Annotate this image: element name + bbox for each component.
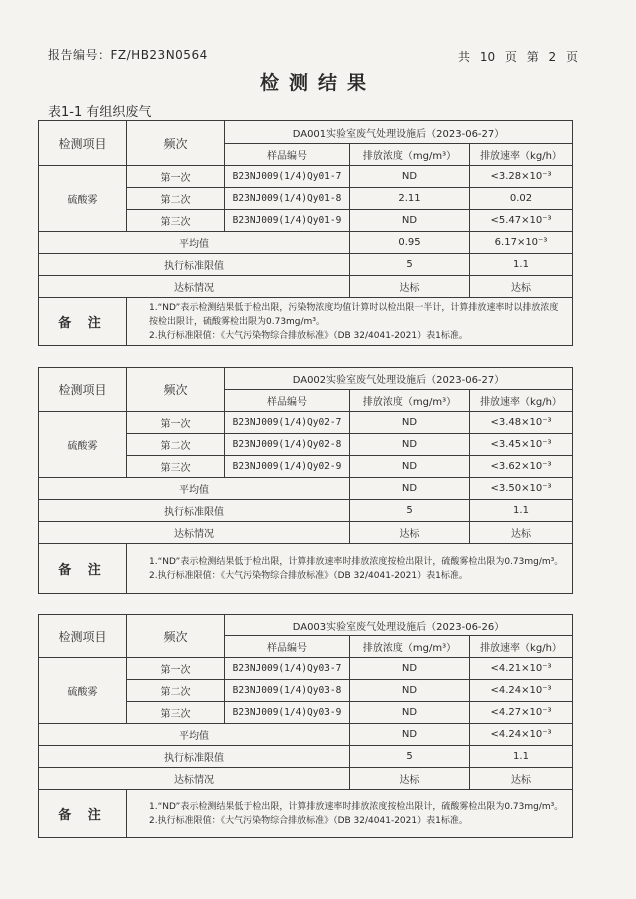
notes-row: [39, 544, 573, 594]
col-header-item: 检测项目: [39, 121, 127, 166]
limit-concentration: 5: [350, 746, 470, 768]
limit-label: 执行标准限值: [39, 500, 350, 522]
sample-cell: B23NJ009(1/4)Qy02-9: [225, 456, 350, 478]
rate-cell: <4.21×10⁻³: [470, 658, 573, 680]
col-header-rate: 排放速率（kg/h）: [470, 636, 573, 658]
status-label: 达标情况: [39, 768, 350, 790]
note-line-2: 2.执行标准限值：《大气污染物综合排放标准》（DB 32/4041-2021）表1标准。: [149, 330, 468, 341]
sample-cell: B23NJ009(1/4)Qy03-7: [225, 658, 350, 680]
table-caption: 表1-1 有组织废气: [48, 105, 152, 120]
concentration-cell: ND: [350, 456, 470, 478]
limit-rate: 1.1: [470, 746, 573, 768]
report-number: 报告编号：FZ/HB23N0564: [48, 48, 208, 62]
results-table-da002: [38, 367, 573, 594]
limit-rate: 1.1: [470, 500, 573, 522]
page-indicator: 共 10 页 第 2 页: [458, 50, 578, 64]
average-row: [39, 724, 573, 746]
frequency-cell: 第三次: [127, 456, 225, 478]
status-concentration: 达标: [350, 768, 470, 790]
average-label: 平均值: [39, 232, 350, 254]
rate-cell: <3.45×10⁻³: [470, 434, 573, 456]
pollutant-name: 硫酸雾: [39, 166, 127, 232]
col-header-rate: 排放速率（kg/h）: [470, 144, 573, 166]
average-label: 平均值: [39, 724, 350, 746]
concentration-cell: ND: [350, 412, 470, 434]
limit-row: [39, 254, 573, 276]
pollutant-name: 硫酸雾: [39, 658, 127, 724]
status-rate: 达标: [470, 522, 573, 544]
rate-cell: <3.48×10⁻³: [470, 412, 573, 434]
col-header-sample: 样品编号: [225, 144, 350, 166]
frequency-cell: 第二次: [127, 188, 225, 210]
rate-cell: 0.02: [470, 188, 573, 210]
limit-row: [39, 500, 573, 522]
notes-label: 备 注: [39, 298, 127, 346]
average-rate: <3.50×10⁻³: [470, 478, 573, 500]
limit-concentration: 5: [350, 500, 470, 522]
frequency-cell: 第三次: [127, 210, 225, 232]
concentration-cell: ND: [350, 166, 470, 188]
frequency-cell: 第一次: [127, 658, 225, 680]
pollutant-name: 硫酸雾: [39, 412, 127, 478]
note-line-2: 2.执行标准限值：《大气污染物综合排放标准》（DB 32/4041-2021）表1标准。: [149, 815, 468, 826]
concentration-cell: ND: [350, 210, 470, 232]
sample-cell: B23NJ009(1/4)Qy01-8: [225, 188, 350, 210]
col-header-sample: 样品编号: [225, 636, 350, 658]
col-header-item: 检测项目: [39, 368, 127, 412]
average-rate: 6.17×10⁻³: [470, 232, 573, 254]
table-row: [39, 412, 573, 434]
sample-cell: B23NJ009(1/4)Qy02-8: [225, 434, 350, 456]
col-header-concentration: 排放浓度（mg/m³）: [350, 636, 470, 658]
average-concentration: ND: [350, 478, 470, 500]
concentration-cell: ND: [350, 658, 470, 680]
table-row: [39, 658, 573, 680]
results-table-da001: [38, 120, 573, 346]
block-title: DA003实验室废气处理设施后（2023-06-26）: [225, 615, 573, 636]
concentration-cell: 2.11: [350, 188, 470, 210]
status-rate: 达标: [470, 276, 573, 298]
notes-content: [127, 298, 573, 346]
average-row: [39, 232, 573, 254]
status-rate: 达标: [470, 768, 573, 790]
average-row: [39, 478, 573, 500]
col-header-sample: 样品编号: [225, 390, 350, 412]
rate-cell: <3.62×10⁻³: [470, 456, 573, 478]
block-title: DA002实验室废气处理设施后（2023-06-27）: [225, 368, 573, 390]
status-label: 达标情况: [39, 522, 350, 544]
notes-content: [127, 544, 573, 594]
average-concentration: ND: [350, 724, 470, 746]
limit-label: 执行标准限值: [39, 746, 350, 768]
status-label: 达标情况: [39, 276, 350, 298]
status-concentration: 达标: [350, 276, 470, 298]
frequency-cell: 第三次: [127, 702, 225, 724]
rate-cell: <4.24×10⁻³: [470, 680, 573, 702]
table-row: [39, 166, 573, 188]
frequency-cell: 第二次: [127, 434, 225, 456]
notes-row: [39, 790, 573, 838]
average-label: 平均值: [39, 478, 350, 500]
rate-cell: <4.27×10⁻³: [470, 702, 573, 724]
sample-cell: B23NJ009(1/4)Qy03-9: [225, 702, 350, 724]
sample-cell: B23NJ009(1/4)Qy03-8: [225, 680, 350, 702]
rate-cell: <3.28×10⁻³: [470, 166, 573, 188]
col-header-concentration: 排放浓度（mg/m³）: [350, 390, 470, 412]
limit-row: [39, 746, 573, 768]
frequency-cell: 第一次: [127, 166, 225, 188]
status-concentration: 达标: [350, 522, 470, 544]
col-header-frequency: 频次: [127, 368, 225, 412]
status-row: [39, 522, 573, 544]
notes-label: 备 注: [39, 790, 127, 838]
page-title: 检测结果: [259, 72, 376, 94]
results-table-da003: [38, 614, 573, 838]
frequency-cell: 第二次: [127, 680, 225, 702]
rate-cell: <5.47×10⁻³: [470, 210, 573, 232]
note-line-2: 2.执行标准限值：《大气污染物综合排放标准》（DB 32/4041-2021）表1标准。: [149, 570, 468, 581]
col-header-rate: 排放速率（kg/h）: [470, 390, 573, 412]
note-line-1: 1.“ND”表示检测结果低于检出限，计算排放速率时排放浓度按检出限计，硫酸雾检出限为0.73mg/m³。: [149, 801, 564, 812]
limit-rate: 1.1: [470, 254, 573, 276]
notes-content: [127, 790, 573, 838]
col-header-concentration: 排放浓度（mg/m³）: [350, 144, 470, 166]
col-header-frequency: 频次: [127, 121, 225, 166]
limit-concentration: 5: [350, 254, 470, 276]
status-row: [39, 768, 573, 790]
notes-label: 备 注: [39, 544, 127, 594]
block-title: DA001实验室废气处理设施后（2023-06-27）: [225, 121, 573, 144]
sample-cell: B23NJ009(1/4)Qy01-9: [225, 210, 350, 232]
concentration-cell: ND: [350, 680, 470, 702]
note-line-1: 1.“ND”表示检测结果低于检出限，污染物浓度均值计算时以检出限一半计，计算排放速率时以排放浓度按检出限计，硫酸雾检出限为0.73mg/m³。: [149, 302, 559, 327]
concentration-cell: ND: [350, 702, 470, 724]
col-header-item: 检测项目: [39, 615, 127, 658]
sample-cell: B23NJ009(1/4)Qy02-7: [225, 412, 350, 434]
limit-label: 执行标准限值: [39, 254, 350, 276]
col-header-frequency: 频次: [127, 615, 225, 658]
sample-cell: B23NJ009(1/4)Qy01-7: [225, 166, 350, 188]
concentration-cell: ND: [350, 434, 470, 456]
note-line-1: 1.“ND”表示检测结果低于检出限，计算排放速率时排放浓度按检出限计，硫酸雾检出限为0.73mg/m³。: [149, 556, 564, 567]
status-row: [39, 276, 573, 298]
average-rate: <4.24×10⁻³: [470, 724, 573, 746]
average-concentration: 0.95: [350, 232, 470, 254]
frequency-cell: 第一次: [127, 412, 225, 434]
notes-row: [39, 298, 573, 346]
